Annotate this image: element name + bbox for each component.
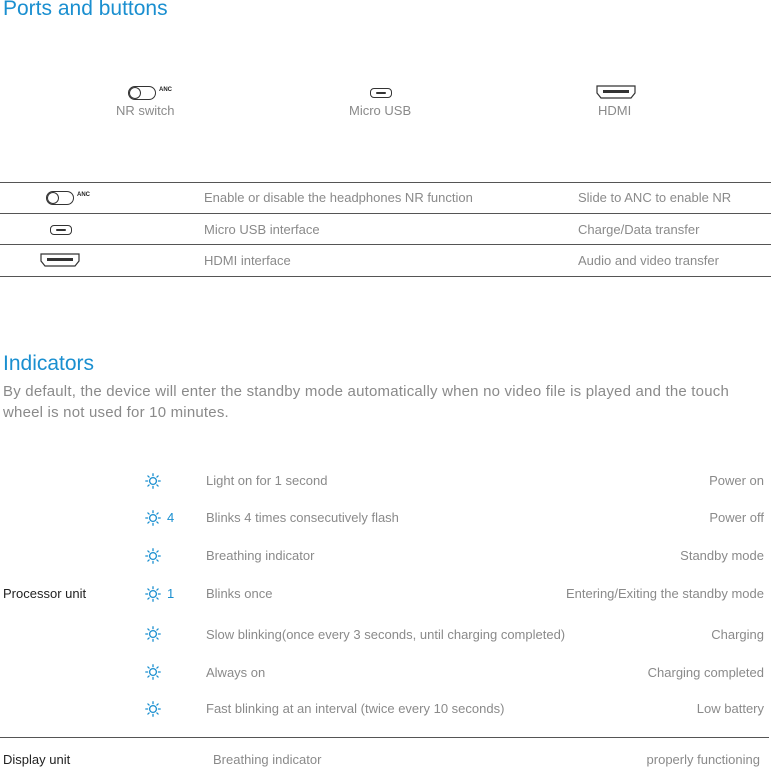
anc-label: ANC [159,87,172,93]
indicator-meaning: Charging [711,627,764,642]
indicator-behavior: Always on [206,665,266,680]
port-note: Audio and video transfer [578,253,719,268]
blink-count: 1 [167,586,175,601]
indicator-behavior: Breathing indicator [213,752,322,767]
indicators-intro: By default, the device will enter the standby mode automatically when no video file is played and the touch wheel is not used for 10 minutes. [3,383,729,421]
indicator-behavior: Blinks 4 times consecutively flash [206,510,399,525]
section-title-indicators: Indicators [3,352,95,375]
indicator-meaning: Charging completed [647,665,764,680]
port-description: Micro USB interface [204,222,320,237]
sun-indicator-icon [145,586,161,602]
micro-usb-icon [50,225,72,235]
indicator-behavior: Breathing indicator [206,548,315,563]
port-description: Enable or disable the headphones NR function [204,190,473,205]
sun-indicator-icon [145,473,161,489]
table-rule [0,244,771,245]
table-rule [0,182,771,183]
hdmi-icon [40,253,80,267]
table-rule [0,276,771,277]
indicator-meaning: Entering/Exiting the standby mode [565,586,764,601]
section-divider [0,737,769,738]
sun-indicator-icon [145,510,161,526]
indicator-behavior: Blinks once [206,586,273,601]
port-note: Charge/Data transfer [578,222,700,237]
indicator-meaning: Standby mode [680,548,764,563]
hdmi-label: HDMI [598,103,632,118]
indicator-behavior: Slow blinking(once every 3 seconds, until charging completed) [206,627,566,642]
micro-usb-icon [370,88,392,98]
indicator-behavior: Light on for 1 second [206,473,328,488]
indicator-meaning: Power on [709,473,764,488]
sun-indicator-icon [145,701,161,717]
hdmi-icon [596,85,636,99]
sun-indicator-icon [145,626,161,642]
micro-usb-label: Micro USB [349,103,412,118]
display-unit-label: Display unit [3,752,71,767]
sun-indicator-icon [145,548,161,564]
table-rule [0,213,771,214]
port-description: HDMI interface [204,253,291,268]
indicator-meaning: properly functioning [646,752,760,767]
section-title-ports: Ports and buttons [3,0,168,20]
sun-indicator-icon [145,664,161,680]
port-note: Slide to ANC to enable NR [578,190,732,205]
anc-label: ANC [77,192,90,198]
indicator-behavior: Fast blinking at an interval (twice every 10 seconds) [206,701,505,716]
blink-count: 4 [167,510,175,525]
indicator-meaning: Low battery [696,701,764,716]
processor-unit-label: Processor unit [3,586,87,601]
indicator-meaning: Power off [709,510,764,525]
nr-switch-label: NR switch [116,103,175,118]
